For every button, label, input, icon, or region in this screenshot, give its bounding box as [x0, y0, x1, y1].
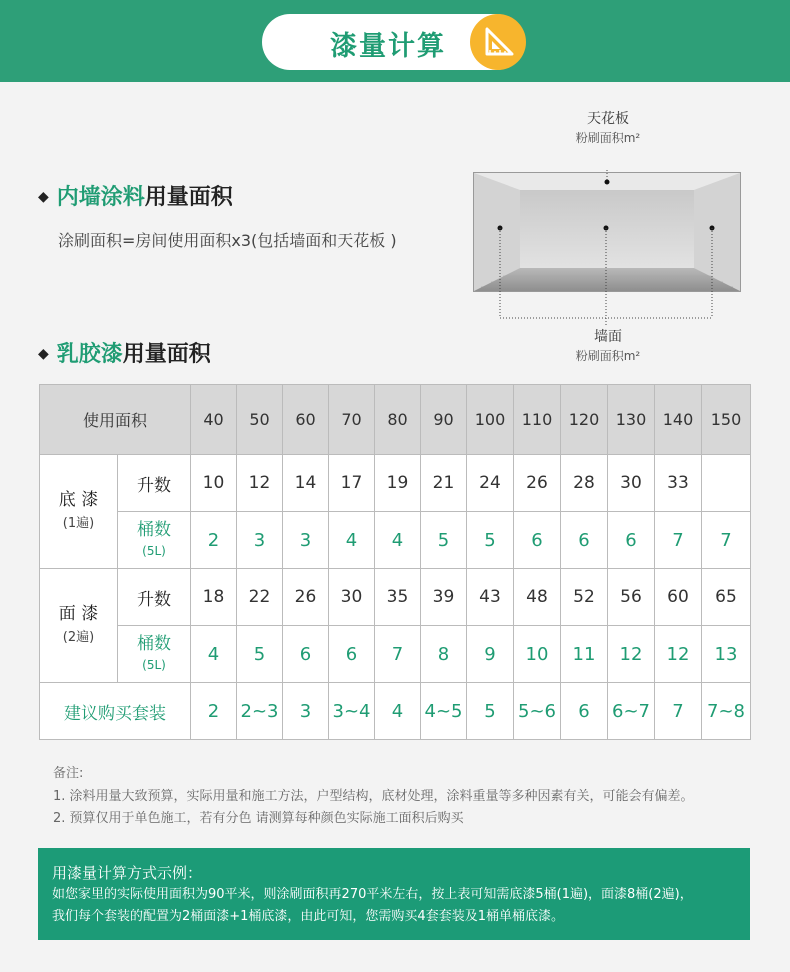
- suggest-cell: 6~7: [608, 683, 655, 740]
- suggest-label: 建议购买套装: [40, 683, 191, 740]
- suggest-cell: 4~5: [421, 683, 467, 740]
- base-liters-cell: 10: [191, 455, 237, 512]
- base-liters-cell: 21: [421, 455, 467, 512]
- area-header-cell: 80: [375, 385, 421, 455]
- base-liters-cell: 30: [608, 455, 655, 512]
- base-coat-count: (1遍): [62, 515, 95, 531]
- area-header-cell: 140: [655, 385, 702, 455]
- top-coat-name: 面 漆: [58, 603, 99, 624]
- diamond-bullet-icon: ◆: [38, 346, 49, 362]
- ceiling-label: 天花板: [587, 111, 629, 127]
- paint-usage-table: [39, 384, 751, 740]
- area-header-cell: 40: [191, 385, 237, 455]
- base-buckets-cell: 5: [421, 512, 467, 569]
- area-header-cell: 60: [283, 385, 329, 455]
- diagram-pointers: [490, 170, 720, 325]
- base-liters-cell: 17: [329, 455, 375, 512]
- top-buckets-cell: 12: [608, 626, 655, 683]
- area-header-cell: 120: [561, 385, 608, 455]
- area-header-cell: 90: [421, 385, 467, 455]
- top-buckets-cell: 11: [561, 626, 608, 683]
- example-line: 我们每个套装的配置为2桶面漆+1桶底漆，由此可知，您需购买4套套装及1桶单桶底漆。: [52, 909, 564, 924]
- suggest-cell: 7: [655, 683, 702, 740]
- suggest-cell: 4: [375, 683, 421, 740]
- top-buckets-cell: 8: [421, 626, 467, 683]
- ceiling-sub-label: 粉刷面积m²: [575, 131, 641, 145]
- area-header-cell: 100: [467, 385, 514, 455]
- suggest-row: [40, 683, 751, 740]
- base-liters-cell: 19: [375, 455, 421, 512]
- area-header-cell: 150: [702, 385, 751, 455]
- area-header-cell: 50: [237, 385, 283, 455]
- area-header-label: 使用面积: [40, 385, 191, 455]
- top-liters-cell: 52: [561, 569, 608, 626]
- top-buckets-cell: 5: [237, 626, 283, 683]
- suggest-cell: 2: [191, 683, 237, 740]
- base-buckets-cell: 2: [191, 512, 237, 569]
- top-liters-cell: 22: [237, 569, 283, 626]
- base-buckets-cell: 4: [375, 512, 421, 569]
- top-liters-cell: 26: [283, 569, 329, 626]
- top-buckets-cell: 4: [191, 626, 237, 683]
- suggest-cell: 6: [561, 683, 608, 740]
- diamond-bullet-icon: ◆: [38, 189, 49, 205]
- top-coat-label: [40, 569, 118, 683]
- interior-coating-heading: ◆ 内墙涂料用量面积: [38, 185, 233, 210]
- area-header-cell: 130: [608, 385, 655, 455]
- base-liters-cell: [702, 455, 751, 512]
- base-liters-cell: 14: [283, 455, 329, 512]
- liters-label: 升数: [118, 569, 191, 626]
- base-buckets-cell: 3: [283, 512, 329, 569]
- base-coat-label: [40, 455, 118, 569]
- suggest-cell: 2~3: [237, 683, 283, 740]
- base-buckets-cell: 6: [514, 512, 561, 569]
- notes-title: 备注:: [53, 766, 84, 781]
- top-liters-cell: 43: [467, 569, 514, 626]
- example-title: 用漆量计算方式示例：: [52, 864, 203, 882]
- wall-sub-label: 粉刷面积m²: [575, 349, 641, 363]
- top-buckets-cell: 6: [283, 626, 329, 683]
- base-buckets-row: [40, 512, 751, 569]
- top-liters-cell: 60: [655, 569, 702, 626]
- base-buckets-cell: 5: [467, 512, 514, 569]
- area-header-cell: 110: [514, 385, 561, 455]
- base-buckets-cell: 6: [561, 512, 608, 569]
- triangle-ruler-icon: [470, 14, 526, 70]
- top-liters-cell: 30: [329, 569, 375, 626]
- notes-line: 2. 预算仅用于单色施工，若有分色 请测算每种颜色实际施工面积后购买: [53, 811, 464, 826]
- example-box: [38, 848, 750, 940]
- wall-label: 墙面: [594, 329, 622, 345]
- buckets-label: 桶数 (5L): [118, 626, 191, 683]
- base-liters-cell: 28: [561, 455, 608, 512]
- top-buckets-cell: 9: [467, 626, 514, 683]
- base-liters-row: [40, 455, 751, 512]
- base-liters-cell: 24: [467, 455, 514, 512]
- base-liters-cell: 12: [237, 455, 283, 512]
- area-formula: 涂刷面积=房间使用面积x3(包括墙面和天花板 ): [58, 231, 397, 250]
- top-liters-cell: 35: [375, 569, 421, 626]
- base-buckets-cell: 7: [702, 512, 751, 569]
- top-buckets-cell: 7: [375, 626, 421, 683]
- suggest-cell: 7~8: [702, 683, 751, 740]
- base-buckets-cell: 7: [655, 512, 702, 569]
- suggest-cell: 3: [283, 683, 329, 740]
- example-line: 如您家里的实际使用面积为90平米，则涂刷面积再270平米左右，按上表可知需底漆5桶(1遍)，面漆8桶(2遍)，: [52, 887, 693, 902]
- top-coat-count: (2遍): [62, 629, 95, 645]
- top-buckets-row: [40, 626, 751, 683]
- notes-line: 1. 涂料用量大致预算，实际用量和施工方法，户型结构，底材处理，涂料重量等多种因素有关，可能会有偏差。: [53, 788, 694, 804]
- area-header-row: [40, 385, 751, 455]
- base-buckets-cell: 4: [329, 512, 375, 569]
- base-liters-cell: 33: [655, 455, 702, 512]
- notes: [53, 763, 694, 831]
- top-liters-cell: 65: [702, 569, 751, 626]
- top-buckets-cell: 10: [514, 626, 561, 683]
- top-liters-cell: 56: [608, 569, 655, 626]
- suggest-cell: 3~4: [329, 683, 375, 740]
- page-title: 漆量计算: [330, 31, 446, 62]
- base-liters-cell: 26: [514, 455, 561, 512]
- liters-label: 升数: [118, 455, 191, 512]
- top-liters-cell: 48: [514, 569, 561, 626]
- base-coat-name: 底 漆: [58, 489, 99, 510]
- base-buckets-cell: 3: [237, 512, 283, 569]
- base-buckets-cell: 6: [608, 512, 655, 569]
- top-buckets-cell: 13: [702, 626, 751, 683]
- top-liters-cell: 18: [191, 569, 237, 626]
- suggest-cell: 5~6: [514, 683, 561, 740]
- top-liters-row: [40, 569, 751, 626]
- top-liters-cell: 39: [421, 569, 467, 626]
- area-header-cell: 70: [329, 385, 375, 455]
- buckets-label: 桶数 (5L): [118, 512, 191, 569]
- suggest-cell: 5: [467, 683, 514, 740]
- top-buckets-cell: 12: [655, 626, 702, 683]
- top-buckets-cell: 6: [329, 626, 375, 683]
- latex-paint-heading: ◆ 乳胶漆用量面积: [38, 342, 211, 367]
